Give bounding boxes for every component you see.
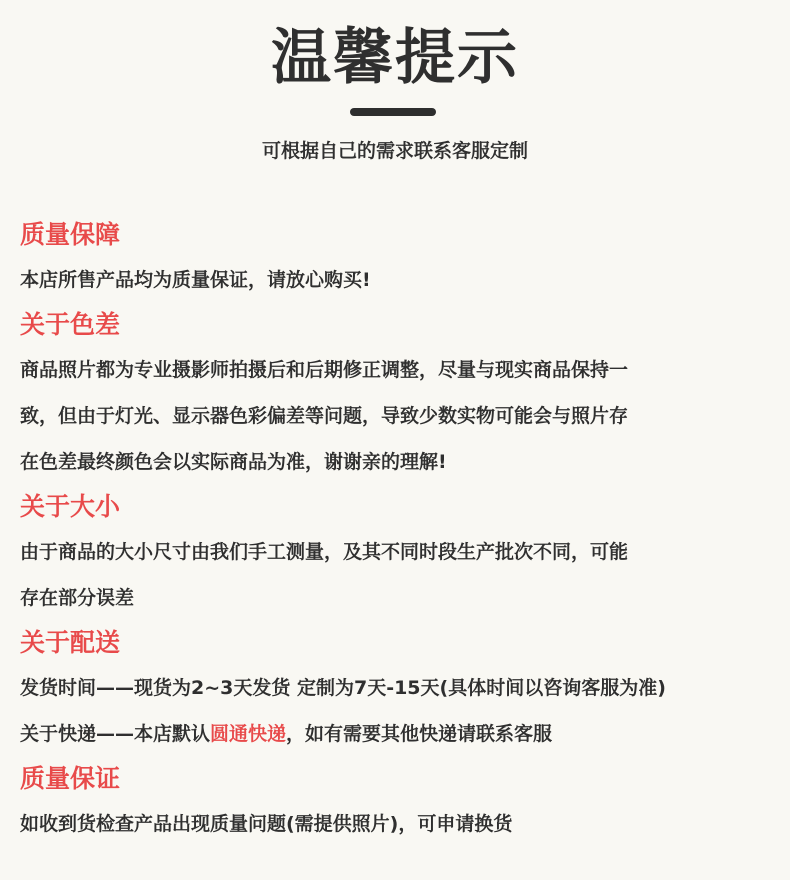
page-title: 温馨提示 bbox=[271, 23, 519, 93]
section-text-line: 如收到货检查产品出现质量问题(需提供照片)，可申请换货 bbox=[20, 813, 513, 835]
notice-content bbox=[20, 213, 780, 847]
section-size bbox=[20, 485, 780, 621]
section-heading: 关于大小 bbox=[20, 492, 121, 521]
section-text-line: 商品照片都为专业摄影师拍摄后和后期修正调整，尽量与现实商品保持一 bbox=[20, 359, 629, 381]
section-text-line: 在色差最终颜色会以实际商品为准，谢谢亲的理解! bbox=[20, 451, 447, 473]
section-quality-assurance bbox=[20, 757, 780, 847]
section-heading: 质量保障 bbox=[20, 220, 121, 249]
express-suffix: ，如有需要其他快递请联系客服 bbox=[286, 723, 553, 745]
section-heading: 关于色差 bbox=[20, 310, 121, 339]
express-highlight: 圆通快递 bbox=[210, 723, 287, 745]
section-text-line: 本店所售产品均为质量保证，请放心购买! bbox=[20, 269, 371, 291]
section-quality-guarantee bbox=[20, 213, 780, 303]
section-heading: 质量保证 bbox=[20, 764, 121, 793]
section-delivery bbox=[20, 621, 780, 757]
page-subtitle: 可根据自己的需求联系客服定制 bbox=[261, 140, 528, 162]
section-color-difference bbox=[20, 303, 780, 485]
section-text-line: 致，但由于灯光、显示器色彩偏差等问题，导致少数实物可能会与照片存 bbox=[20, 405, 629, 427]
section-text-line: 存在部分误差 bbox=[20, 587, 135, 609]
express-line bbox=[20, 711, 780, 757]
express-prefix: 关于快递——本店默认 bbox=[20, 723, 211, 745]
section-text-line: 发货时间——现货为2~3天发货 定制为7天-15天(具体时间以咨询客服为准) bbox=[20, 677, 666, 699]
section-text-line: 由于商品的大小尺寸由我们手工测量，及其不同时段生产批次不同，可能 bbox=[20, 541, 629, 563]
section-heading: 关于配送 bbox=[20, 628, 121, 657]
title-underline-bar bbox=[350, 108, 436, 116]
